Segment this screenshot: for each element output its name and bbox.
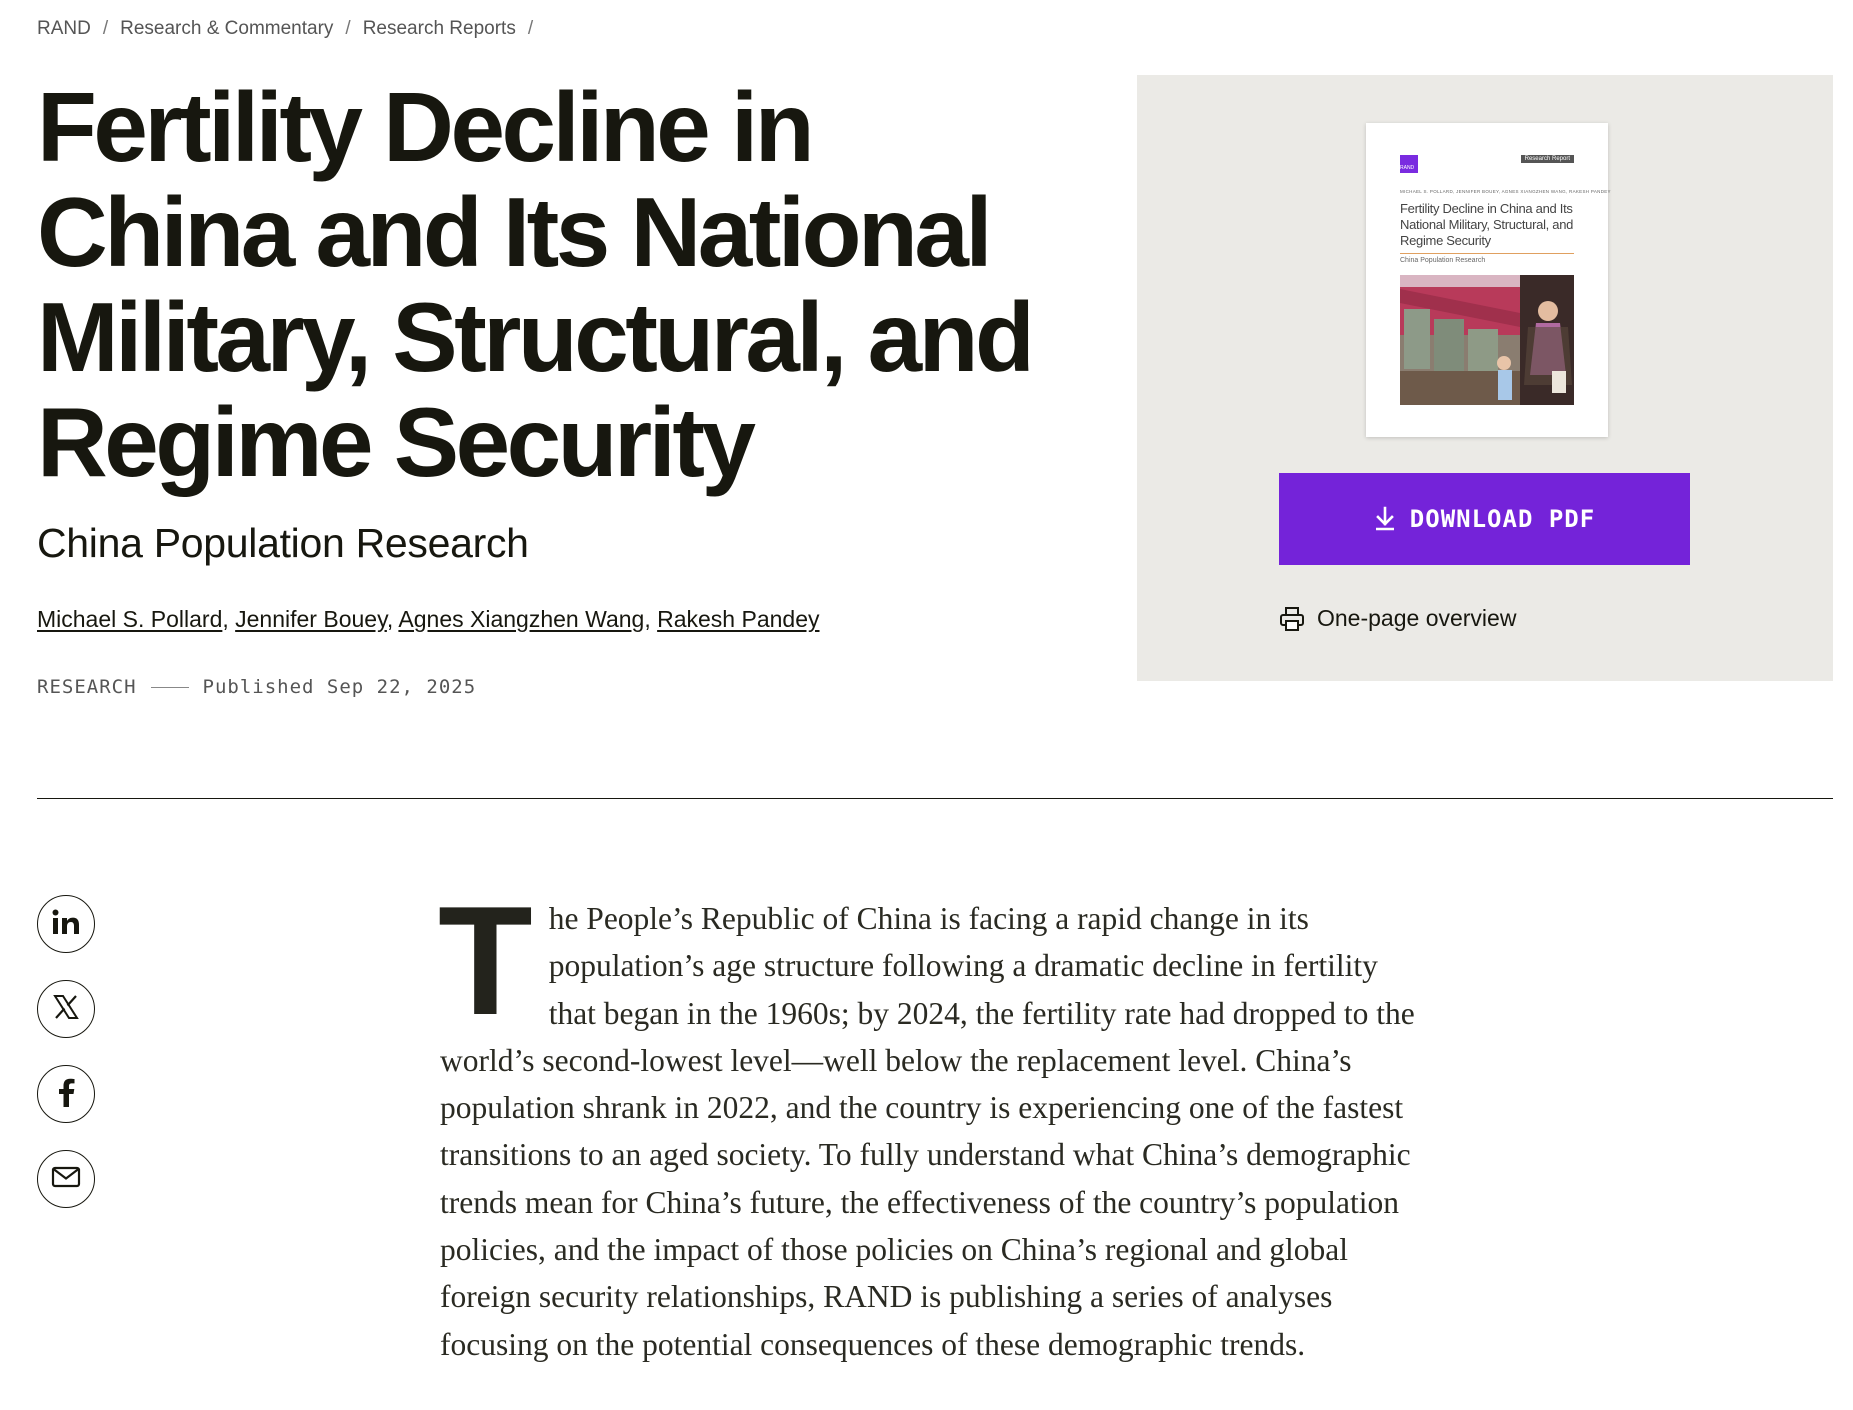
printer-icon	[1279, 606, 1305, 632]
breadcrumb-research-reports[interactable]: Research Reports	[362, 18, 516, 39]
author-link[interactable]: Rakesh Pandey	[657, 606, 820, 632]
report-cover-thumbnail[interactable]	[1366, 123, 1611, 437]
facebook-icon	[56, 1077, 76, 1112]
article-intro-text: he People’s Republic of China is facing a rapid change in its population’s age structure following a dramatic decline in fertility that began in the 1960s; by 2024, the fertility rate had dropped to the world’s second-lowest level—well below the replacement level. China’s population shrank in 2022, and the country is experiencing one of the fastest transitions to an aged society. To fully understand what China’s demographic trends mean for China’s future, the effectiveness of the country’s population policies, and the impact of those policies on China’s regional and global foreign security relationships, RAND is publishing a series of analyses focusing on the potential consequences of these demographic trends.	[440, 901, 1415, 1362]
email-icon	[51, 1166, 81, 1193]
x-icon	[53, 994, 79, 1025]
author-link[interactable]: Jennifer Bouey	[235, 606, 387, 632]
share-x-button[interactable]	[37, 980, 95, 1038]
breadcrumb-separator: /	[102, 18, 109, 39]
content-type-label: RESEARCH	[37, 676, 137, 698]
breadcrumb	[37, 18, 545, 40]
download-icon	[1374, 506, 1396, 532]
breadcrumb-research-commentary[interactable]: Research & Commentary	[120, 18, 334, 39]
cover-authors: MICHAEL S. POLLARD, JENNIFER BOUEY, AGNES XIANGZHEN WANG, RAKESH PANDEY	[1400, 189, 1611, 194]
breadcrumb-separator: /	[527, 18, 534, 39]
one-page-overview-label: One-page overview	[1317, 605, 1517, 631]
download-pdf-label: DOWNLOAD PDF	[1409, 505, 1596, 533]
share-email-button[interactable]	[37, 1150, 95, 1208]
cover-report-tag: Research Report	[1521, 155, 1574, 163]
section-divider	[37, 798, 1833, 799]
report-subtitle: China Population Research	[37, 520, 529, 566]
one-page-overview-link[interactable]	[1279, 605, 1516, 632]
cover-title: Fertility Decline in China and Its National Military, Structural, and Regime Security	[1400, 201, 1574, 248]
article-intro	[438, 874, 1420, 1368]
share-facebook-button[interactable]	[37, 1065, 95, 1123]
breadcrumb-rand[interactable]: RAND	[37, 18, 91, 39]
cover-photo	[1400, 275, 1574, 405]
share-linkedin-button[interactable]	[37, 895, 95, 953]
author-link[interactable]: Michael S. Pollard	[37, 606, 223, 632]
meta-divider	[151, 687, 189, 688]
page-title: Fertility Decline in China and Its National Military, Structural, and Regime Security	[37, 72, 1032, 497]
cover-subtitle: China Population Research	[1400, 257, 1486, 264]
drop-cap: T	[438, 874, 533, 1047]
breadcrumb-separator: /	[345, 18, 351, 39]
author-link[interactable]: Agnes Xiangzhen Wang	[398, 606, 645, 632]
linkedin-icon	[51, 908, 81, 941]
publish-date: Published Sep 22, 2025	[202, 676, 477, 698]
author-list: Michael S. Pollard, Jennifer Bouey, Agnes Xiangzhen Wang, Rakesh Pandey	[37, 606, 820, 632]
cover-rule	[1400, 253, 1574, 254]
download-panel	[1137, 75, 1833, 681]
download-pdf-button[interactable]	[1279, 473, 1690, 565]
cover-logo-text: RAND	[1400, 165, 1415, 171]
publication-meta	[37, 676, 476, 698]
